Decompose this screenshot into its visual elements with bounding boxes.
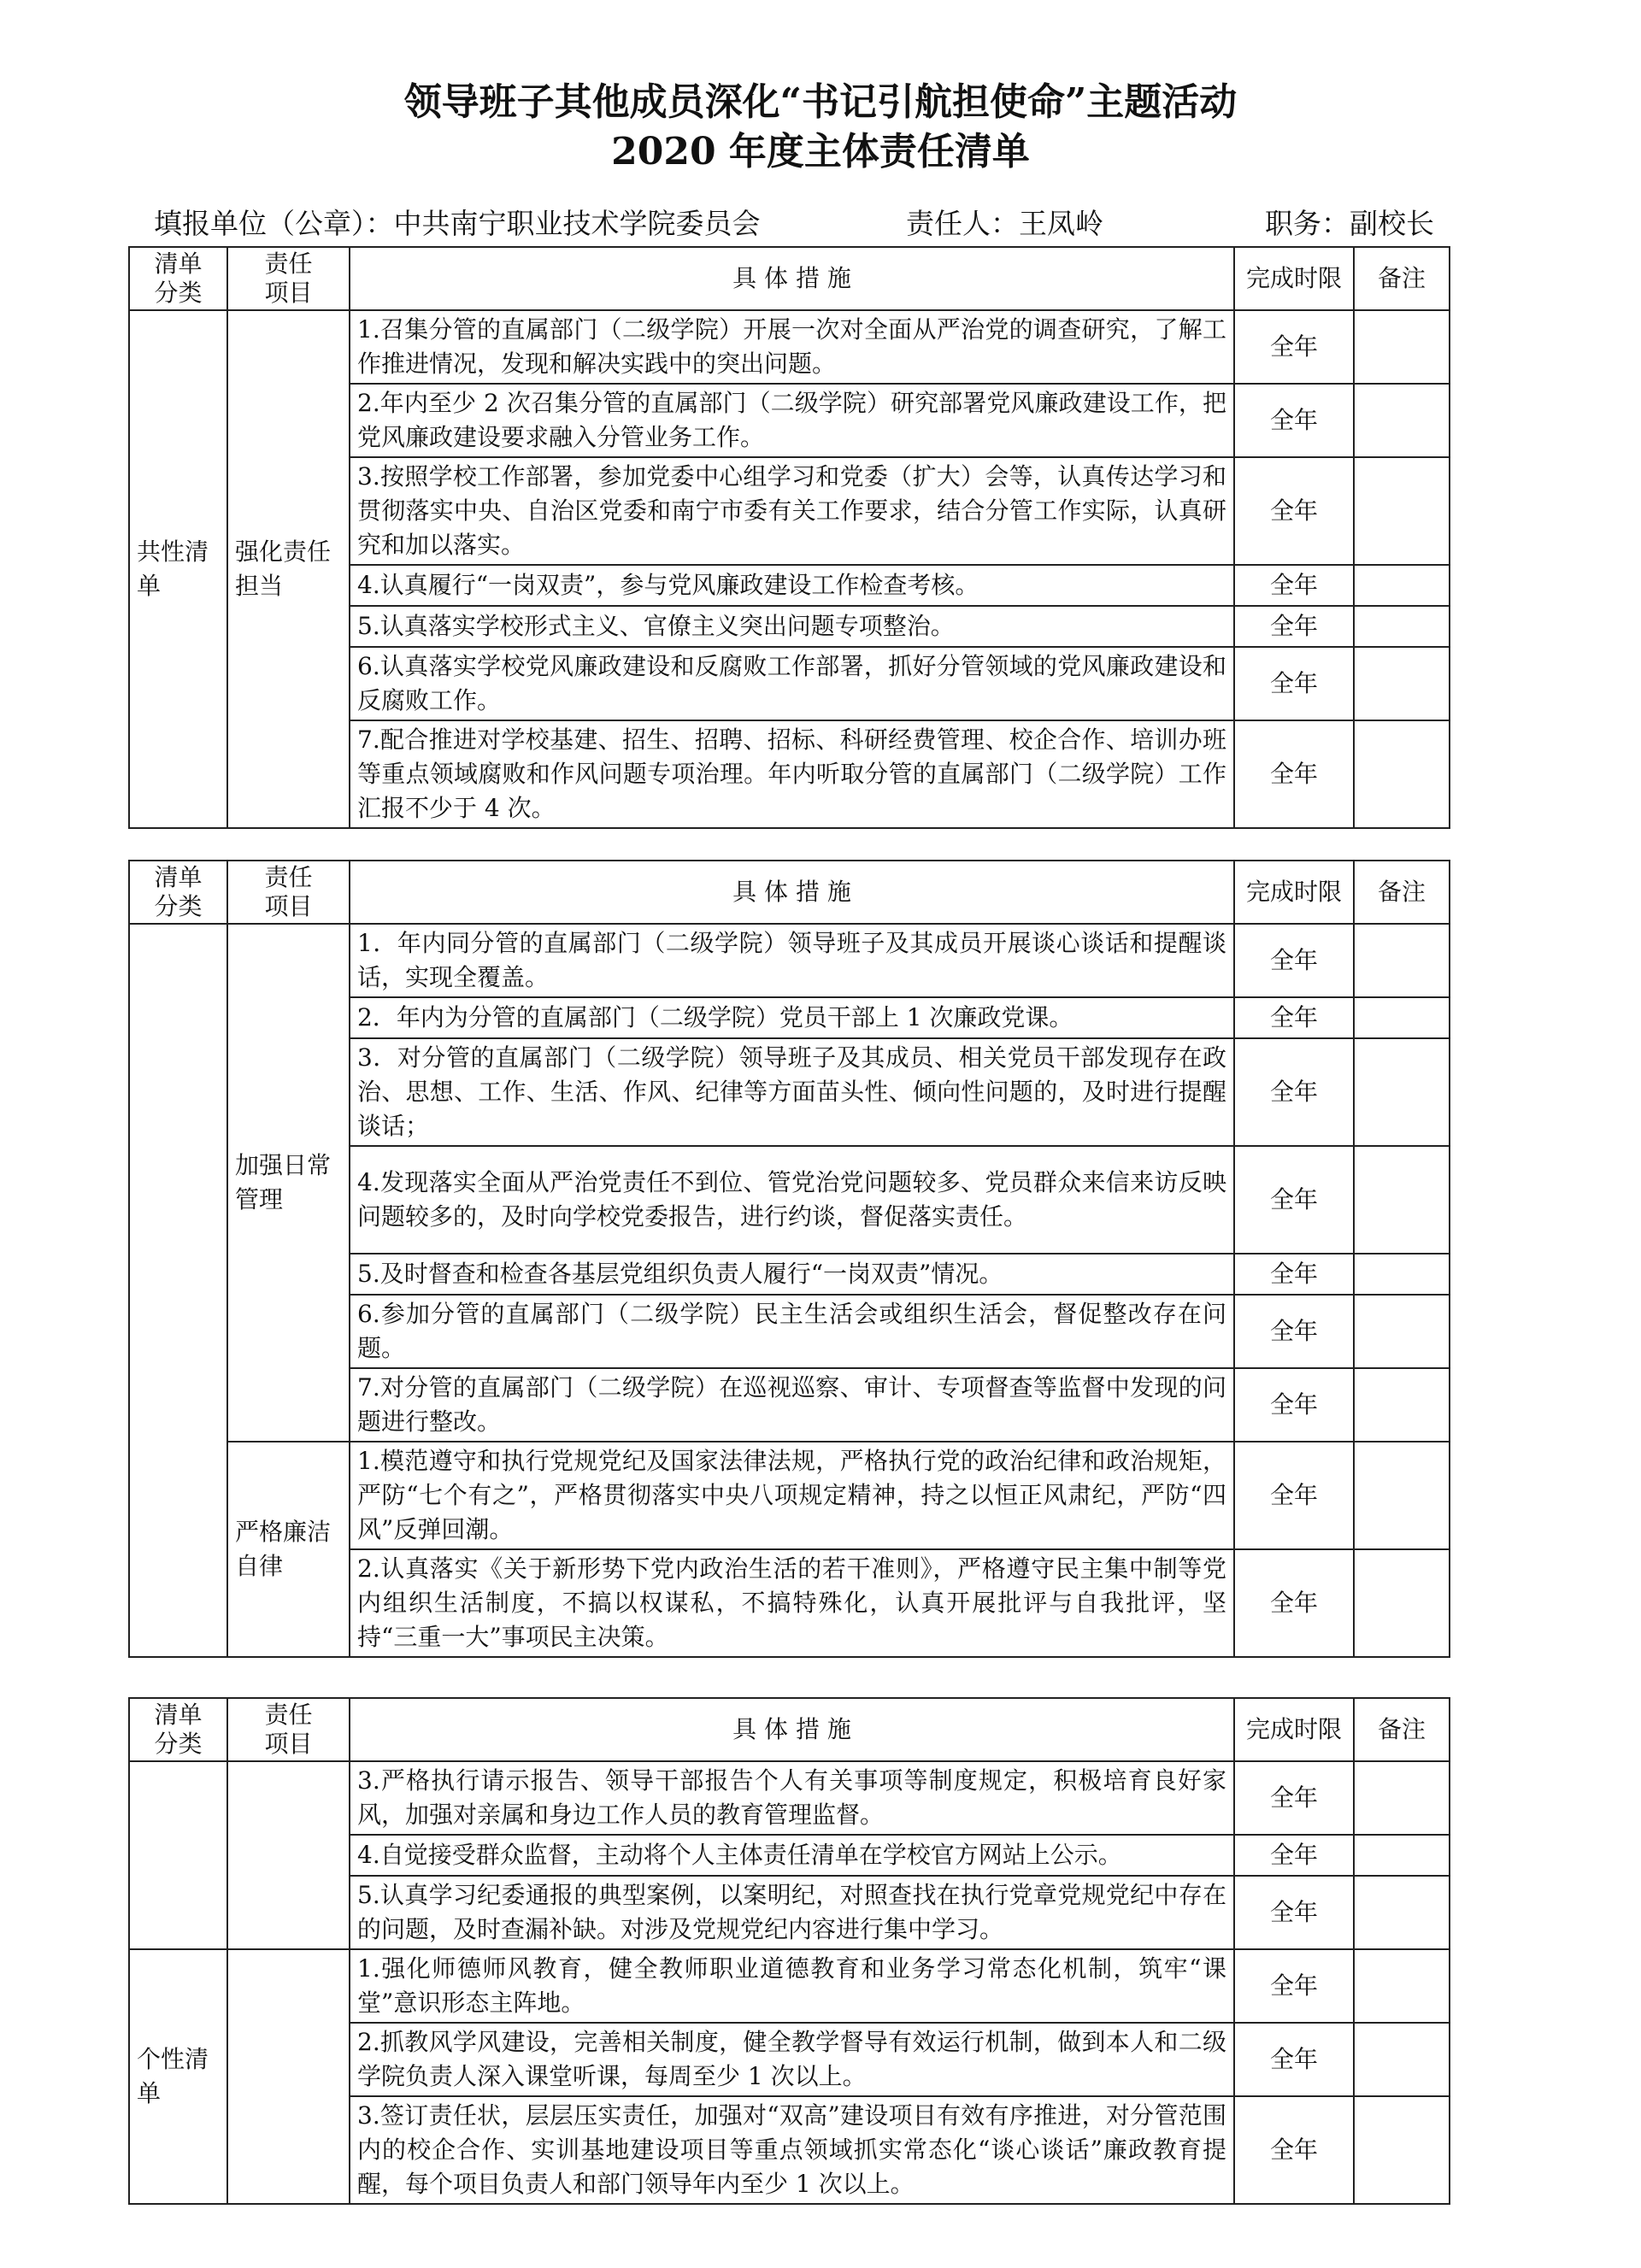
header-item: 责任 项目: [227, 861, 350, 924]
remark-cell: [1354, 1254, 1450, 1295]
deadline-cell: 全年: [1234, 384, 1354, 457]
remark-cell: [1354, 720, 1450, 828]
responsibility-table-3: [128, 1697, 1450, 2205]
remark-cell: [1354, 1295, 1450, 1368]
measure-cell: 3.签订责任状，层层压实责任，加强对“双高”建设项目有效有序推进，对分管范围内的校企合作、实训基地建设项目等重点领域抓实常态化“谈心谈话”廉政教育提醒，每个项目负责人和部门领导年内至少 1 次以上。: [350, 2096, 1234, 2204]
measure-cell: 4.认真履行“一岗双责”，参与党风廉政建设工作检查考核。: [350, 565, 1234, 606]
deadline-cell: 全年: [1234, 1038, 1354, 1146]
deadline-cell: 全年: [1234, 2096, 1354, 2204]
deadline-cell: 全年: [1234, 1254, 1354, 1295]
measure-cell: 2.抓教风学风建设，完善相关制度，健全教学督导有效运行机制，做到本人和二级学院负责人深入课堂听课，每周至少 1 次以上。: [350, 2023, 1234, 2096]
measure-cell: 3.按照学校工作部署，参加党委中心组学习和党委（扩大）会等，认真传达学习和贯彻落实中央、自治区党委和南宁市委有关工作要求，结合分管工作实际，认真研究和加以落实。: [350, 457, 1234, 565]
category-cell: [129, 1761, 227, 1949]
table-header-row: [129, 247, 1450, 310]
measure-cell: 7.对分管的直属部门（二级学院）在巡视巡察、审计、专项督查等监督中发现的问题进行整改。: [350, 1368, 1234, 1442]
deadline-cell: 全年: [1234, 1949, 1354, 2023]
deadline-cell: 全年: [1234, 997, 1354, 1038]
header-category: 清单 分类: [129, 861, 227, 924]
table-row: [129, 924, 1450, 997]
deadline-cell: 全年: [1234, 1761, 1354, 1835]
measure-cell: 5.及时督查和检查各基层党组织负责人履行“一岗双责”情况。: [350, 1254, 1234, 1295]
remark-cell: [1354, 997, 1450, 1038]
header-remark: 备注: [1354, 1698, 1450, 1761]
header-info: [154, 205, 1453, 243]
deadline-cell: 全年: [1234, 2023, 1354, 2096]
remark-cell: [1354, 457, 1450, 565]
remark-cell: [1354, 1442, 1450, 1549]
header-measures: 具 体 措 施: [350, 861, 1234, 924]
measure-cell: 6.参加分管的直属部门（二级学院）民主生活会或组织生活会，督促整改存在问题。: [350, 1295, 1234, 1368]
table-row: [129, 310, 1450, 384]
measure-cell: 4.发现落实全面从严治党责任不到位、管党治党问题较多、党员群众来信来访反映问题较多的，及时向学校党委报告，进行约谈，督促落实责任。: [350, 1146, 1234, 1254]
header-deadline: 完成时限: [1234, 861, 1354, 924]
remark-cell: [1354, 565, 1450, 606]
measure-cell: 1.强化师德师风教育，健全教师职业道德教育和业务学习常态化机制，筑牢“课堂”意识形态主阵地。: [350, 1949, 1234, 2023]
remark-cell: [1354, 647, 1450, 720]
header-measures: 具 体 措 施: [350, 1698, 1234, 1761]
remark-cell: [1354, 1146, 1450, 1254]
deadline-cell: 全年: [1234, 924, 1354, 997]
remark-cell: [1354, 606, 1450, 647]
measure-cell: 1.模范遵守和执行党规党纪及国家法律法规，严格执行党的政治纪律和政治规矩，严防“七个有之”，严格贯彻落实中央八项规定精神，持之以恒正风肃纪，严防“四风”反弹回潮。: [350, 1442, 1234, 1549]
remark-cell: [1354, 1949, 1450, 2023]
header-remark: 备注: [1354, 247, 1450, 310]
item-cell: [227, 1949, 350, 2204]
remark-cell: [1354, 2023, 1450, 2096]
header-category: 清单 分类: [129, 247, 227, 310]
category-cell: [129, 924, 227, 1657]
category-cell: 个性清单: [129, 1949, 227, 2204]
category-cell: 共性清单: [129, 310, 227, 828]
table-header-row: [129, 861, 1450, 924]
table-header-row: [129, 1698, 1450, 1761]
deadline-cell: 全年: [1234, 647, 1354, 720]
header-measures: 具 体 措 施: [350, 247, 1234, 310]
deadline-cell: 全年: [1234, 1295, 1354, 1368]
measure-cell: 1．年内同分管的直属部门（二级学院）领导班子及其成员开展谈心谈话和提醒谈话，实现全覆盖。: [350, 924, 1234, 997]
deadline-cell: 全年: [1234, 720, 1354, 828]
deadline-cell: 全年: [1234, 565, 1354, 606]
remark-cell: [1354, 310, 1450, 384]
item-cell: [227, 1761, 350, 1949]
deadline-cell: 全年: [1234, 1442, 1354, 1549]
responsibility-table-1: [128, 246, 1450, 829]
item-cell: 严格廉洁自律: [227, 1442, 350, 1657]
position-label: 职务：副校长: [1265, 207, 1434, 240]
item-cell: 加强日常管理: [227, 924, 350, 1442]
measure-cell: 1.召集分管的直属部门（二级学院）开展一次对全面从严治党的调查研究，了解工作推进情况，发现和解决实践中的突出问题。: [350, 310, 1234, 384]
measure-cell: 3.严格执行请示报告、领导干部报告个人有关事项等制度规定，积极培育良好家风，加强对亲属和身边工作人员的教育管理监督。: [350, 1761, 1234, 1835]
measure-cell: 6.认真落实学校党风廉政建设和反腐败工作部署，抓好分管领域的党风廉政建设和反腐败工作。: [350, 647, 1234, 720]
header-remark: 备注: [1354, 861, 1450, 924]
deadline-cell: 全年: [1234, 310, 1354, 384]
deadline-cell: 全年: [1234, 1876, 1354, 1949]
document-title: 领导班子其他成员深化“书记引航担使命”主题活动: [403, 80, 1238, 124]
header-deadline: 完成时限: [1234, 247, 1354, 310]
deadline-cell: 全年: [1234, 1368, 1354, 1442]
measure-cell: 3．对分管的直属部门（二级学院）领导班子及其成员、相关党员干部发现存在政治、思想、工作、生活、作风、纪律等方面苗头性、倾向性问题的，及时进行提醒谈话；: [350, 1038, 1234, 1146]
measure-cell: 2．年内为分管的直属部门（二级学院）党员干部上 1 次廉政党课。: [350, 997, 1234, 1038]
deadline-cell: 全年: [1234, 457, 1354, 565]
remark-cell: [1354, 384, 1450, 457]
table-row: [129, 1949, 1450, 2023]
remark-cell: [1354, 1368, 1450, 1442]
remark-cell: [1354, 1038, 1450, 1146]
measure-cell: 2.认真落实《关于新形势下党内政治生活的若干准则》，严格遵守民主集中制等党内组织生活制度，不搞以权谋私，不搞特殊化，认真开展批评与自我批评，坚持“三重一大”事项民主决策。: [350, 1549, 1234, 1657]
measure-cell: 5.认真落实学校形式主义、官僚主义突出问题专项整治。: [350, 606, 1234, 647]
person-label: 责任人：王凤岭: [906, 207, 1103, 240]
deadline-cell: 全年: [1234, 1146, 1354, 1254]
remark-cell: [1354, 1835, 1450, 1876]
remark-cell: [1354, 924, 1450, 997]
deadline-cell: 全年: [1234, 1549, 1354, 1657]
unit-label: 填报单位（公章）：中共南宁职业技术学院委员会: [154, 207, 761, 240]
header-item: 责任 项目: [227, 1698, 350, 1761]
header-category: 清单 分类: [129, 1698, 227, 1761]
header-item: 责任 项目: [227, 247, 350, 310]
remark-cell: [1354, 2096, 1450, 2204]
header-deadline: 完成时限: [1234, 1698, 1354, 1761]
item-cell: 强化责任担当: [227, 310, 350, 828]
document-subtitle: 2020 年度主体责任清单: [611, 130, 1030, 173]
remark-cell: [1354, 1761, 1450, 1835]
table-row: [129, 1761, 1450, 1835]
deadline-cell: 全年: [1234, 606, 1354, 647]
deadline-cell: 全年: [1234, 1835, 1354, 1876]
responsibility-table-2: [128, 860, 1450, 1658]
measure-cell: 7.配合推进对学校基建、招生、招聘、招标、科研经费管理、校企合作、培训办班等重点领域腐败和作风问题专项治理。年内听取分管的直属部门（二级学院）工作汇报不少于 4 次。: [350, 720, 1234, 828]
table-row: [129, 1442, 1450, 1549]
measure-cell: 5.认真学习纪委通报的典型案例，以案明纪，对照查找在执行党章党规党纪中存在的问题，及时查漏补缺。对涉及党规党纪内容进行集中学习。: [350, 1876, 1234, 1949]
remark-cell: [1354, 1549, 1450, 1657]
measure-cell: 2.年内至少 2 次召集分管的直属部门（二级学院）研究部署党风廉政建设工作，把党风廉政建设要求融入分管业务工作。: [350, 384, 1234, 457]
measure-cell: 4.自觉接受群众监督，主动将个人主体责任清单在学校官方网站上公示。: [350, 1835, 1234, 1876]
remark-cell: [1354, 1876, 1450, 1949]
